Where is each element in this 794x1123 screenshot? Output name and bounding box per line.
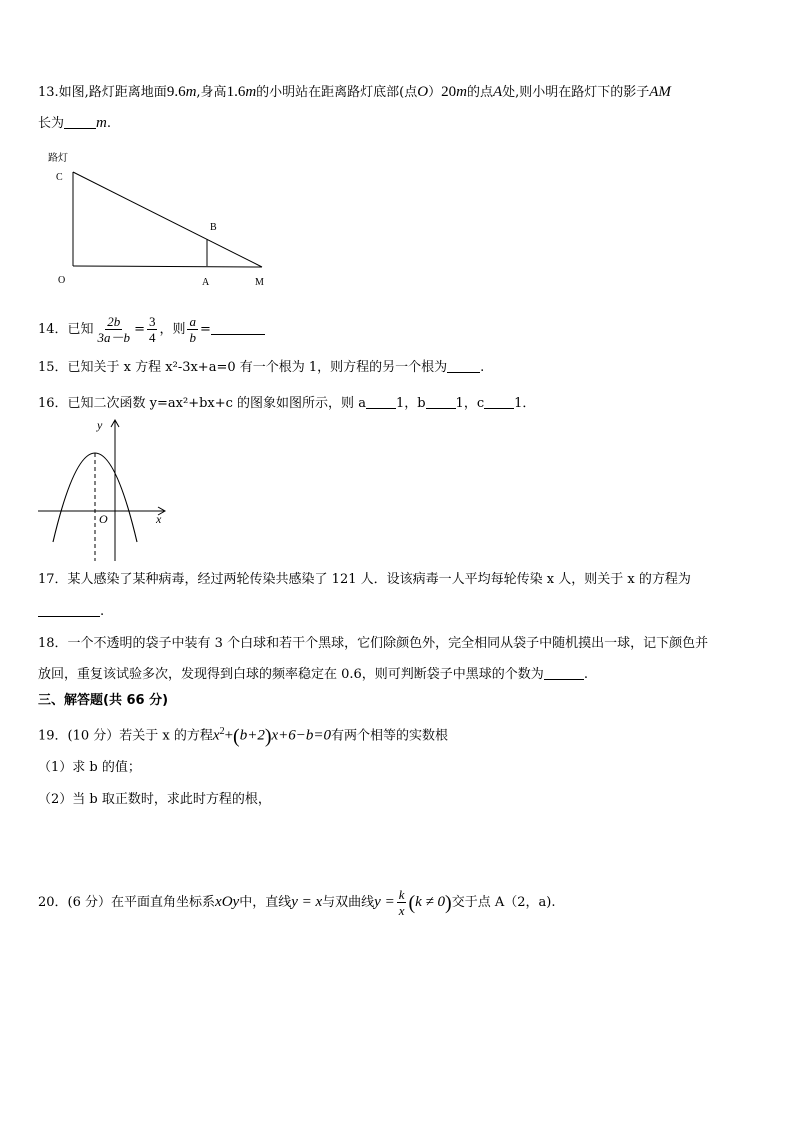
q20-text: 20．(6 分）在平面直角坐标系 xyxy=(38,895,216,910)
q13-text: 身高 xyxy=(200,85,227,100)
q13-figure xyxy=(40,148,280,293)
q16-blank-b[interactable] xyxy=(426,394,456,409)
q18-text: 放回，重复该试验多次，发现得到白球的频率稳定在 0.6，则可判断袋子中黑球的个数为 xyxy=(38,667,544,682)
fig-title-lamp: 路灯 xyxy=(48,153,68,164)
q20-line xyxy=(38,887,555,918)
q19-sub2 xyxy=(38,790,271,810)
q20-hyperbola-lhs: y = xyxy=(374,894,395,910)
q19-sub1 xyxy=(38,758,141,778)
q13-unit: m xyxy=(245,84,257,100)
fig-label-m: M xyxy=(255,277,264,288)
q19-paren-close: ) xyxy=(264,725,272,748)
q19-paren-open: ( xyxy=(233,725,240,748)
q19-eq-x: x xyxy=(212,727,220,744)
q19-eq-rest: x+6−b=0 xyxy=(271,727,332,744)
q18-line2 xyxy=(38,665,588,685)
q13-text: 的小明站在距离路灯底部(点 xyxy=(256,85,418,100)
q16-text: 1，b xyxy=(395,396,426,411)
q13-text: ） xyxy=(428,85,442,100)
q16-figure xyxy=(36,415,176,565)
q18-text: . xyxy=(583,667,588,682)
q20-text: 中，直线 xyxy=(239,895,292,910)
q20-text: 交于点 A（2，a). xyxy=(451,895,556,910)
fig-label-b: B xyxy=(210,222,217,233)
q19-eq-exponent: 2 xyxy=(219,726,225,737)
q13-text: 的点 xyxy=(466,85,493,100)
q13-text: 处,则小明在路灯下的影子 xyxy=(502,85,650,100)
section-title xyxy=(38,691,168,711)
q20-coord-system: xOy xyxy=(215,894,240,910)
q16-line xyxy=(38,394,535,414)
q13-lamp-height: 9.6 xyxy=(166,84,186,100)
q19-subquestion-2: （2）当 b 取正数时，求此时方程的根， xyxy=(38,792,271,807)
q14-fraction-2: $\frac{3}{4}$ xyxy=(148,314,156,345)
q18-text: 18．一个不透明的袋子中装有 3 个白球和若干个黑球，它们除颜色外，完全相同从袋子中随机摸出一球，记下颜色并 xyxy=(38,636,709,651)
fig-label-x: x xyxy=(156,512,162,526)
q17-text: . xyxy=(100,604,105,619)
q13-answer-blank[interactable] xyxy=(64,114,96,129)
q19-text: 19．(10 分）若关于 x 的方程 xyxy=(38,728,213,744)
q13-unit: m xyxy=(185,84,197,100)
q19-subquestion-1: （1）求 b 的值； xyxy=(38,760,141,775)
q15-line xyxy=(38,358,484,378)
q14-equals: = xyxy=(134,322,145,337)
q13-unit: m xyxy=(96,115,107,131)
fig-label-o: O xyxy=(58,275,66,286)
q13-text: 13.如图,路灯距离地面 xyxy=(38,85,167,100)
q17-line1 xyxy=(38,570,691,590)
q20-fraction: $\frac{k}{x}$ xyxy=(398,887,405,918)
q19-eq-plus: + xyxy=(224,727,234,744)
fig-label-c: C xyxy=(56,172,63,183)
q16-blank-a[interactable] xyxy=(366,394,396,409)
q17-text: 17．某人感染了某种病毒，经过两轮传染共感染了 121 人．设该病毒一人平均每轮传染 x 人，则关于 x 的方程为 xyxy=(38,572,691,587)
q14-equals: = xyxy=(199,322,211,337)
q20-paren-close: ) xyxy=(445,892,452,914)
q20-condition: k ≠ 0 xyxy=(415,894,446,910)
q20-paren-open: ( xyxy=(408,892,416,914)
q18-answer-blank[interactable] xyxy=(544,665,584,680)
q13-line2 xyxy=(38,113,111,134)
q13-point-o: O xyxy=(417,84,429,100)
q13-unit: m xyxy=(456,84,467,100)
q16-text: 1． xyxy=(514,396,536,411)
q14-text: 14．已知 xyxy=(38,322,94,337)
fig-ground xyxy=(73,266,262,267)
fig-label-y: y xyxy=(97,418,103,432)
q15-answer-blank[interactable] xyxy=(447,358,480,373)
q13-text: 长为 xyxy=(38,116,65,131)
q16-text: 1，c xyxy=(455,396,485,411)
q13-text: . xyxy=(106,116,111,131)
q19-text: 有两个相等的实数根 xyxy=(331,728,449,744)
q14-text: ，则 xyxy=(159,322,186,337)
q13-distance: 20 xyxy=(441,84,457,100)
q14-answer-blank[interactable] xyxy=(211,320,265,335)
q17-answer-blank[interactable] xyxy=(38,602,100,617)
section-3-title: 三、解答题(共 66 分) xyxy=(38,693,169,708)
q14-fraction-3: $\frac{a}{b}$ xyxy=(189,314,196,345)
q13-line1 xyxy=(38,82,671,103)
q18-line1 xyxy=(38,634,708,654)
q13-comma: , xyxy=(196,85,201,100)
fig-label-a: A xyxy=(202,277,210,288)
q16-text: 16．已知二次函数 y=ax²+bx+c 的图象如图所示，则 a xyxy=(38,396,366,411)
fig-light-ray xyxy=(73,172,262,267)
q14-line xyxy=(38,314,265,345)
q13-shadow-label: AM xyxy=(649,84,671,100)
q15-text: 15．已知关于 x 方程 x²-3x+a=0 有一个根为 1，则方程的另一个根为 xyxy=(38,360,448,375)
q19-eq-inner: b+2 xyxy=(239,727,265,744)
q20-line-equation: y = x xyxy=(291,894,323,910)
q20-text: 与双曲线 xyxy=(322,895,375,910)
q13-point-a: A xyxy=(492,84,503,100)
q17-line2 xyxy=(38,602,104,622)
q13-person-height: 1.6 xyxy=(226,84,246,100)
q16-blank-c[interactable] xyxy=(484,394,514,409)
q19-line xyxy=(38,722,448,746)
q15-text: . xyxy=(480,360,485,375)
q14-fraction-1: $\frac{2b}{3a-b}$ xyxy=(97,314,131,345)
fig-label-origin: O xyxy=(99,512,108,526)
